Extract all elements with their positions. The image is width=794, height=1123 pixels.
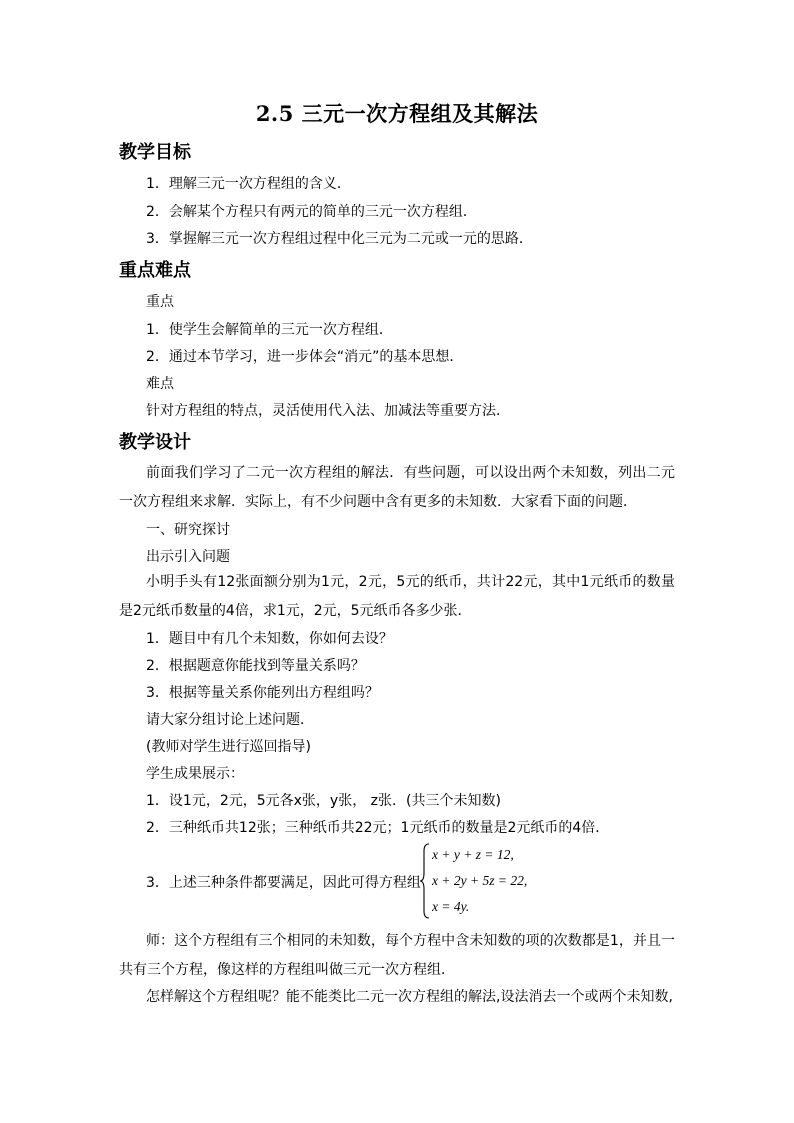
page-title: 2.5 三元一次方程组及其解法 <box>255 101 539 126</box>
teacher-note: (教师对学生进行巡回指导) <box>146 739 311 755</box>
left-brace-icon <box>420 843 430 919</box>
how-to-solve: 怎样解这个方程组呢？能不能类比二元一次方程组的解法,设法消去一个或两个未知数, <box>146 989 673 1005</box>
equation-3: x = 4y. <box>432 899 470 914</box>
discuss-text: 请大家分组讨论上述问题． <box>146 712 314 728</box>
key-item-1: 1．使学生会解简单的三元一次方程组． <box>146 322 393 338</box>
question-1: 1．题目中有几个未知数，你如何去设？ <box>146 631 393 647</box>
key-label: 重点 <box>146 294 174 310</box>
design-intro: 前面我们学习了二元一次方程组的解法．有些问题，可以设出两个未知数，列出二元一次方程组来求解．实际上，有不少问题中含有更多的未知数．大家看下面的问题． <box>119 465 675 510</box>
results-label: 学生成果展示： <box>146 766 244 782</box>
question-3: 3．根据等量关系你能列出方程组吗？ <box>146 685 379 701</box>
objective-item-2: 2．会解某个方程只有两元的简单的三元一次方程组． <box>146 204 477 220</box>
result-1: 1．设1元，2元，5元各x张，y张， z张．(共三个未知数) <box>146 793 501 809</box>
objective-item-1: 1．理解三元一次方程组的含义． <box>146 176 351 192</box>
question-2: 2．根据题意你能找到等量关系吗？ <box>146 658 365 674</box>
teacher-statement: 师：这个方程组有三个相同的未知数，每个方程中含未知数的项的次数都是1，并且一共有三个方程，像这样的方程组叫做三元一次方程组． <box>119 933 675 978</box>
equation-2: x + 2y + 5z = 22, <box>432 873 528 888</box>
problem-text: 小明手头有12张面额分别为1元，2元，5元的纸币，共计22元，其中1元纸币的数量是2元纸币数量的4倍，求1元，2元，5元纸币各多少张． <box>119 574 675 619</box>
heading-design: 教学设计 <box>119 432 191 453</box>
show-problem-label: 出示引入问题 <box>146 549 230 565</box>
equation-system <box>420 843 580 919</box>
equation-1: x + y + z = 12, <box>432 847 514 862</box>
difficulty-text: 针对方程组的特点，灵活使用代入法、加减法等重要方法． <box>146 403 510 419</box>
part1-heading: 一、研究探讨 <box>146 522 230 538</box>
heading-objectives: 教学目标 <box>119 142 191 163</box>
result-3: 3．上述三种条件都要满足，因此可得方程组 <box>146 875 421 891</box>
difficulty-label: 难点 <box>146 376 174 392</box>
heading-key-points: 重点难点 <box>119 260 191 281</box>
objective-item-3: 3．掌握解三元一次方程组过程中化三元为二元或一元的思路． <box>146 231 533 247</box>
key-item-2: 2．通过本节学习，进一步体会“消元”的基本思想． <box>146 349 464 365</box>
result-2: 2．三种纸币共12张；三种纸币共22元；1元纸币的数量是2元纸币的4倍． <box>146 820 610 836</box>
